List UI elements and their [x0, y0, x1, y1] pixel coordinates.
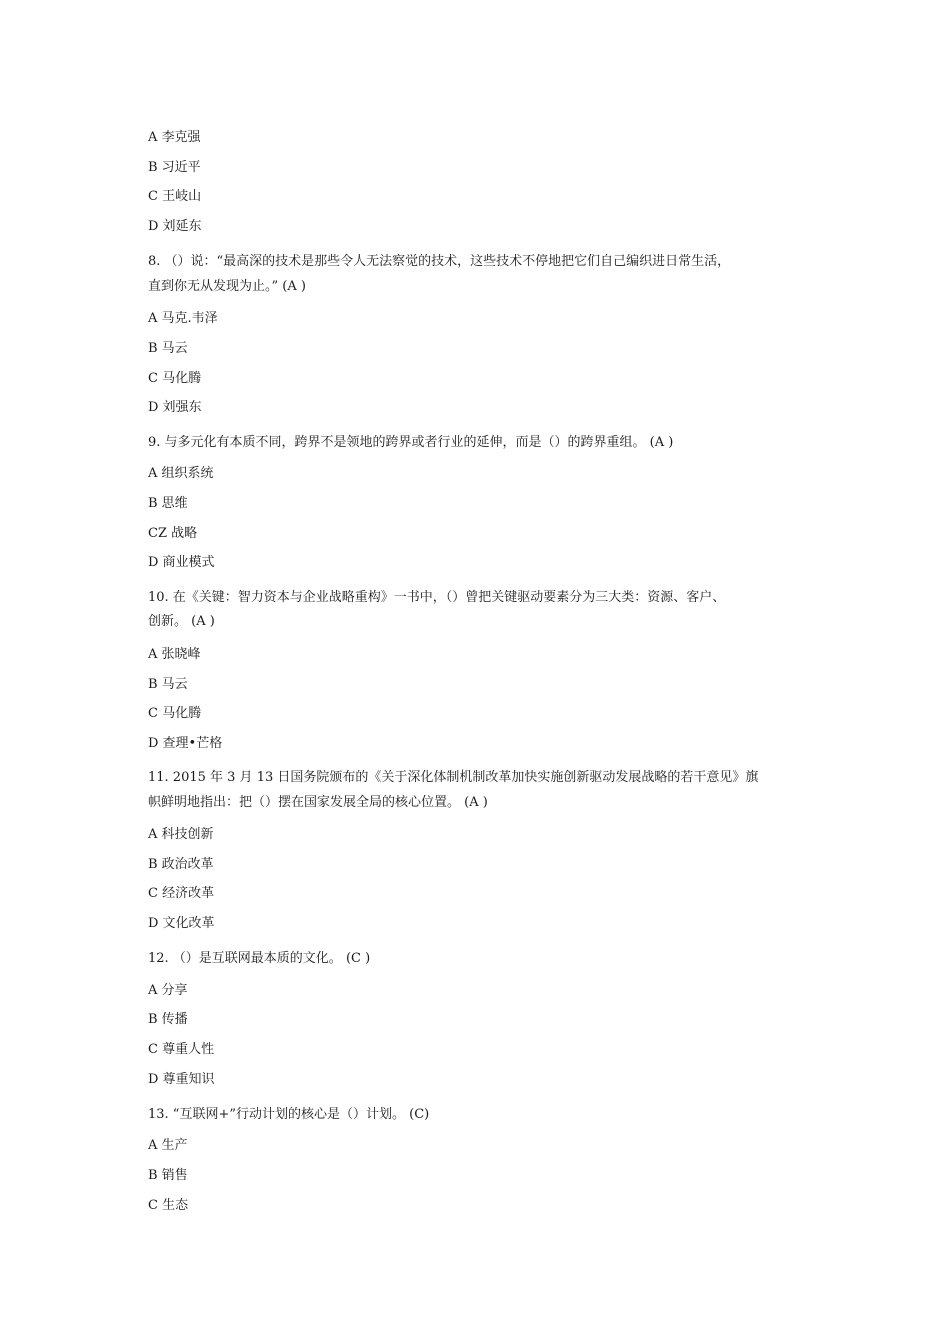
option-d: D 刘延东 — [148, 219, 202, 234]
question-11-text: 11. 2015 年 3 月 13 日国务院颁布的《关于深化体制机制改革加快实施创新驱动发展战略的若干意见》旗 — [148, 770, 759, 785]
option-c: CZ 战略 — [148, 526, 198, 541]
question-8-text-cont: 直到你无从发现为止。” (A ) — [148, 279, 306, 294]
option-b: B 思维 — [148, 496, 188, 511]
option-d: D 商业模式 — [148, 555, 215, 570]
option-b: B 传播 — [148, 1012, 188, 1027]
option-a: A 分享 — [148, 983, 188, 998]
option-d: D 查理•芒格 — [148, 736, 223, 751]
question-12-text: 12. （）是互联网最本质的文化。 (C ) — [148, 951, 371, 966]
option-a: A 马克.韦泽 — [148, 311, 218, 326]
option-d: D 尊重知识 — [148, 1072, 215, 1087]
option-c: C 生态 — [148, 1198, 189, 1213]
question-10-text-cont: 创新。 (A ) — [148, 614, 215, 629]
option-a: A 组织系统 — [148, 466, 214, 481]
option-c: C 马化腾 — [148, 371, 202, 386]
option-c: C 马化腾 — [148, 706, 202, 721]
option-d: D 刘强东 — [148, 400, 202, 415]
option-b: B 政治改革 — [148, 857, 214, 872]
question-13-text: 13. “互联网+”行动计划的核心是（）计划。 (C) — [148, 1107, 430, 1122]
option-a: A 生产 — [148, 1138, 188, 1153]
option-b: B 销售 — [148, 1168, 188, 1183]
option-a: A 张晓峰 — [148, 647, 201, 662]
option-b: B 马云 — [148, 341, 188, 356]
option-d: D 文化改革 — [148, 916, 215, 931]
option-b: B 习近平 — [148, 160, 201, 175]
option-b: B 马云 — [148, 677, 188, 692]
option-c: C 王岐山 — [148, 189, 202, 204]
option-c: C 尊重人性 — [148, 1042, 215, 1057]
question-10-text: 10. 在《关键：智力资本与企业战略重构》一书中，（）曾把关键驱动要素分为三大类：资源、客户、 — [148, 590, 726, 605]
question-8-text: 8. （）说：“最高深的技术是那些令人无法察觉的技术，这些技术不停地把它们自己编织进日常生活， — [148, 254, 731, 269]
option-c: C 经济改革 — [148, 886, 215, 901]
question-11-text-cont: 帜鲜明地指出：把（）摆在国家发展全局的核心位置。 (A ) — [148, 795, 488, 810]
option-a: A 李克强 — [148, 130, 201, 145]
option-a: A 科技创新 — [148, 827, 214, 842]
question-9-text: 9. 与多元化有本质不同，跨界不是领地的跨界或者行业的延伸，而是（）的跨界重组。 (A ) — [148, 435, 674, 450]
